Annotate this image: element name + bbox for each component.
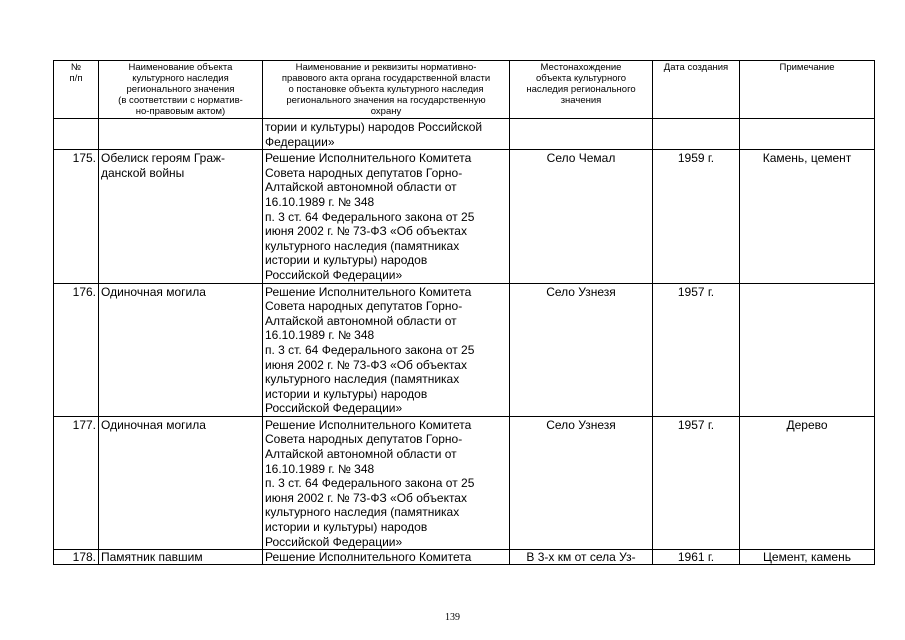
- act-line: Решение Исполнительного Комитета: [265, 284, 472, 299]
- act-line: тории и культуры) народов Российской: [265, 120, 483, 134]
- object-name-cell: [99, 150, 263, 283]
- row-number-cell: 177.: [54, 416, 99, 549]
- table-row: [54, 550, 875, 565]
- note-cell: Камень, цемент: [740, 150, 875, 283]
- row-number-cell: 176.: [54, 283, 99, 416]
- act-line: Федерации»: [265, 134, 335, 149]
- object-name-cell: [99, 416, 263, 549]
- header-legal-act: Наименование и реквизиты нормативно- правового акта органа государственной власти о постановке объекта культурного наследия регионального значения на государственную охрану: [263, 61, 510, 119]
- header-note: Примечание: [740, 61, 875, 119]
- legal-act-cell: [263, 283, 510, 416]
- act-line: июня 2002 г. № 73-ФЗ «Об объектах: [265, 357, 467, 372]
- header-object-name: Наименование объекта культурного наследия регионального значения (в соответствии с норматив- но-правовым актом): [99, 61, 263, 119]
- object-name-line: Одиночная могила: [101, 284, 206, 299]
- object-name-line: Одиночная могила: [101, 417, 206, 432]
- act-line: Алтайской автономной области от: [265, 447, 457, 462]
- act-line: Российской Федерации»: [265, 401, 403, 416]
- object-name-line: Памятник павшим: [101, 550, 203, 565]
- act-line: 16.10.1989 г. № 348: [265, 328, 375, 343]
- continuation-num-cell: [54, 119, 99, 150]
- note-cell: Дерево: [740, 416, 875, 549]
- heritage-registry-table: [53, 60, 875, 565]
- act-line: истории и культуры) народов: [265, 386, 428, 401]
- act-line: 16.10.1989 г. № 348: [265, 461, 375, 476]
- act-line: культурного наследия (памятниках: [265, 372, 460, 387]
- act-line: культурного наследия (памятниках: [265, 238, 460, 253]
- act-line: июня 2002 г. № 73-ФЗ «Об объектах: [265, 224, 467, 239]
- date-cell: 1957 г.: [653, 416, 740, 549]
- location-cell: В 3-х км от села Уз-: [510, 550, 653, 565]
- act-line: июня 2002 г. № 73-ФЗ «Об объектах: [265, 490, 467, 505]
- date-cell: 1957 г.: [653, 283, 740, 416]
- date-cell: 1959 г.: [653, 150, 740, 283]
- header-date: Дата создания: [653, 61, 740, 119]
- act-line: 16.10.1989 г. № 348: [265, 194, 375, 209]
- object-name-line: Обелиск героям Граж-: [101, 151, 226, 166]
- continuation-act-cell: [263, 119, 510, 150]
- table-row: [54, 150, 875, 283]
- location-cell: Село Узнезя: [510, 416, 653, 549]
- act-line: Российской Федерации»: [265, 534, 403, 549]
- header-number: № п/п: [54, 61, 99, 119]
- continuation-row: [54, 119, 875, 150]
- act-line: истории и культуры) народов: [265, 253, 428, 268]
- act-line: Алтайской автономной области от: [265, 180, 457, 195]
- object-name-cell: [99, 283, 263, 416]
- act-line: культурного наследия (памятниках: [265, 505, 460, 520]
- location-cell: Село Чемал: [510, 150, 653, 283]
- legal-act-cell: [263, 416, 510, 549]
- act-line: Решение Исполнительного Комитета: [265, 417, 472, 432]
- act-line: Российской Федерации»: [265, 267, 403, 282]
- continuation-note-cell: [740, 119, 875, 150]
- row-number-cell: 175.: [54, 150, 99, 283]
- page-number: 139: [445, 612, 460, 623]
- act-line: п. 3 ст. 64 Федерального закона от 25: [265, 476, 475, 491]
- header-location: Местонахождение объекта культурного наследия регионального значения: [510, 61, 653, 119]
- object-name-line: данской войны: [101, 165, 185, 180]
- continuation-date-cell: [653, 119, 740, 150]
- legal-act-cell: [263, 550, 510, 565]
- act-line: Совета народных депутатов Горно-: [265, 432, 463, 447]
- act-line: истории и культуры) народов: [265, 520, 428, 535]
- date-cell: 1961 г.: [653, 550, 740, 565]
- act-line: Алтайской автономной области от: [265, 313, 457, 328]
- table-body: [54, 119, 875, 565]
- act-line: Совета народных депутатов Горно-: [265, 165, 463, 180]
- act-line: Решение Исполнительного Комитета: [265, 151, 472, 166]
- continuation-name-cell: [99, 119, 263, 150]
- continuation-location-cell: [510, 119, 653, 150]
- object-name-cell: [99, 550, 263, 565]
- act-line: Совета народных депутатов Горно-: [265, 299, 463, 314]
- act-line: п. 3 ст. 64 Федерального закона от 25: [265, 209, 475, 224]
- note-cell: Цемент, камень: [740, 550, 875, 565]
- table-row: [54, 416, 875, 549]
- row-number-cell: 178.: [54, 550, 99, 565]
- act-line: п. 3 ст. 64 Федерального закона от 25: [265, 342, 475, 357]
- note-cell: [740, 283, 875, 416]
- table-row: [54, 283, 875, 416]
- legal-act-cell: [263, 150, 510, 283]
- act-line: Решение Исполнительного Комитета: [265, 550, 472, 565]
- table-header-row: [54, 61, 875, 119]
- location-cell: Село Узнезя: [510, 283, 653, 416]
